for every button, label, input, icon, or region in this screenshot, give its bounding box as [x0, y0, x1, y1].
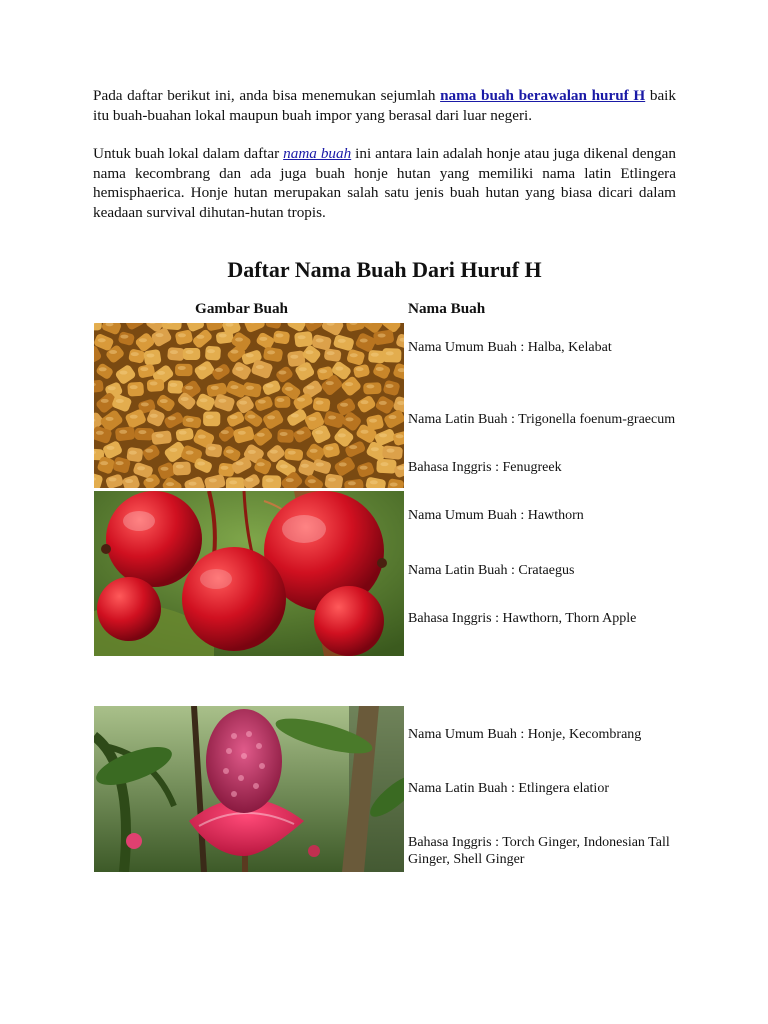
seed-highlight	[196, 335, 204, 339]
seed-highlight	[299, 367, 307, 371]
seed-highlight	[380, 462, 388, 466]
seed-highlight	[319, 369, 327, 373]
seed-highlight	[280, 432, 288, 436]
intro-text-1b: baik itu buah-buahan lokal maupun buah impor yang berasal dari luar negeri.	[93, 87, 676, 124]
seed-highlight	[100, 461, 108, 465]
seed-shape	[382, 348, 402, 363]
seed-highlight	[266, 478, 274, 482]
seed-highlight	[236, 367, 244, 371]
seed-highlight	[310, 449, 318, 453]
seed-highlight	[139, 338, 147, 342]
seed-highlight	[150, 414, 158, 418]
seed-highlight	[120, 371, 128, 375]
seed-shape	[273, 330, 290, 344]
latin-name: Nama Latin Buah : Trigonella foenum-graecum	[408, 412, 676, 427]
seed-highlight	[230, 350, 238, 354]
intro-text-1a: Pada daftar berikut ini, anda bisa menemukan sejumlah	[93, 87, 441, 104]
seed-highlight	[137, 466, 145, 470]
seed-highlight	[219, 334, 227, 338]
seed-highlight	[239, 401, 247, 405]
seed-highlight	[209, 478, 217, 482]
seed-highlight	[290, 355, 298, 359]
seed-highlight	[236, 461, 244, 465]
seed-highlight	[366, 384, 374, 388]
seed-shape	[175, 364, 193, 377]
seed-highlight	[221, 430, 229, 434]
seed-highlight	[150, 381, 158, 385]
seed-highlight	[189, 482, 197, 486]
seed-highlight	[315, 430, 323, 434]
seed-highlight	[326, 381, 334, 385]
seed-shape	[115, 426, 136, 441]
intro-text-2b: ini antara lain adalah honje atau juga dikenal dengan nama kecombrang dan ada juga buah honje hutan yang memiliki nama latin Etlingera hemisphaerica. Honje hutan merupakan salah satu jenis buah hutan yang biasa dicari dalam keadaan survival dihutan-hutan tropis.	[93, 145, 676, 221]
seed-highlight	[161, 467, 169, 471]
seed-highlight	[169, 383, 177, 387]
seed-highlight	[169, 448, 177, 452]
seed-highlight	[308, 479, 316, 483]
seed-highlight	[386, 384, 394, 388]
seed-highlight	[335, 367, 343, 371]
seed-highlight	[369, 419, 377, 423]
link-nama-buah-berawalan-huruf-h[interactable]: nama buah berawalan huruf H	[440, 87, 646, 104]
seed-highlight	[316, 401, 324, 405]
seed-highlight	[218, 399, 226, 403]
seed-highlight	[379, 401, 387, 405]
seed-highlight	[270, 450, 278, 454]
seed-highlight	[109, 350, 117, 354]
seed-highlight	[328, 478, 336, 482]
intro-paragraph-2	[93, 144, 676, 222]
seed-highlight	[179, 431, 187, 435]
seed-shape	[284, 448, 303, 461]
seed-highlight	[246, 353, 254, 357]
seed-highlight	[379, 433, 387, 437]
seed-shape	[126, 447, 143, 463]
seed-shape	[277, 429, 294, 443]
seed-highlight	[156, 434, 164, 438]
seed-highlight	[388, 415, 396, 419]
seed-highlight	[129, 451, 137, 455]
seed-highlight	[278, 370, 286, 374]
seed-highlight	[248, 450, 256, 454]
link-nama-buah[interactable]: nama buah	[283, 145, 352, 162]
seed-highlight	[275, 333, 283, 337]
seed-highlight	[229, 480, 237, 484]
seed-highlight	[247, 415, 255, 419]
seed-highlight	[301, 464, 309, 468]
seed-highlight	[390, 483, 398, 487]
column-header-gambar: Gambar Buah	[195, 300, 288, 317]
seed-highlight	[138, 430, 146, 434]
seed-highlight	[267, 350, 275, 354]
seed-highlight	[131, 352, 139, 356]
column-header-nama: Nama Buah	[408, 300, 486, 317]
fenugreek-seeds-photo	[94, 323, 404, 488]
seed-highlight	[198, 435, 206, 439]
seed-highlight	[207, 349, 215, 353]
seed-highlight	[286, 478, 294, 482]
intro-paragraph-1	[93, 86, 676, 125]
seed-highlight	[215, 368, 223, 372]
seed-highlight	[296, 430, 304, 434]
seed-highlight	[176, 464, 184, 468]
seed-highlight	[170, 350, 178, 354]
seed-highlight	[257, 433, 265, 437]
seed-highlight	[387, 449, 395, 453]
seed-highlight	[197, 462, 205, 466]
seed-highlight	[160, 399, 168, 403]
seed-highlight	[125, 479, 133, 483]
seed-highlight	[155, 333, 163, 337]
seed-shape	[147, 379, 165, 392]
torch-ginger-photo	[94, 706, 404, 872]
seed-shape	[216, 331, 234, 344]
seed-highlight	[346, 417, 354, 421]
common-name: Nama Umum Buah : Hawthorn	[408, 508, 584, 523]
english-name: Bahasa Inggris : Fenugreek	[408, 460, 562, 475]
seed-shape	[143, 349, 162, 366]
seed-highlight	[280, 464, 288, 468]
seed-highlight	[168, 416, 176, 420]
seed-highlight	[259, 337, 267, 341]
seed-highlight	[157, 371, 165, 375]
seed-highlight	[106, 446, 114, 450]
common-name: Nama Umum Buah : Halba, Kelabat	[408, 340, 612, 355]
hawthorn-berries-photo	[94, 491, 404, 656]
seed-highlight	[186, 451, 194, 455]
seed-highlight	[108, 386, 116, 390]
seed-highlight	[378, 333, 386, 337]
seed-highlight	[348, 481, 356, 485]
seed-highlight	[230, 385, 238, 389]
seed-shape	[183, 348, 200, 360]
seed-highlight	[371, 447, 379, 451]
seed-highlight	[146, 478, 154, 482]
seed-highlight	[356, 367, 364, 371]
seed-highlight	[230, 415, 238, 419]
seed-highlight	[345, 382, 353, 386]
seed-highlight	[198, 366, 206, 370]
seed-highlight	[208, 446, 216, 450]
seed-highlight	[258, 400, 266, 404]
seed-shape	[376, 459, 396, 474]
seed-shape	[167, 347, 185, 361]
seed-highlight	[316, 338, 324, 342]
seed-highlight	[338, 433, 346, 437]
seed-highlight	[349, 445, 357, 449]
seed-highlight	[178, 366, 186, 370]
seed-highlight	[146, 353, 154, 357]
seed-shape	[167, 380, 183, 394]
latin-name: Nama Latin Buah : Crataegus	[408, 563, 575, 578]
seed-highlight	[220, 466, 228, 470]
seed-highlight	[106, 417, 114, 421]
seed-highlight	[306, 350, 314, 354]
english-name: Bahasa Inggris : Torch Ginger, Indonesian Tall Ginger, Shell Ginger	[408, 835, 670, 867]
seed-highlight	[116, 461, 124, 465]
seed-highlight	[145, 449, 153, 453]
seed-highlight	[297, 398, 305, 402]
seed-highlight	[120, 335, 128, 339]
seed-highlight	[285, 387, 293, 391]
seed-highlight	[166, 482, 174, 486]
seed-highlight	[288, 451, 296, 455]
seed-highlight	[370, 480, 378, 484]
document-page	[93, 86, 676, 867]
seed-shape	[135, 428, 155, 441]
latin-name: Nama Latin Buah : Etlingera elatior	[408, 781, 609, 796]
seed-highlight	[101, 399, 109, 403]
section-title: Daftar Nama Buah Dari Huruf H	[227, 257, 542, 282]
seed-highlight	[246, 386, 254, 390]
seed-highlight	[140, 367, 148, 371]
seed-highlight	[360, 400, 368, 404]
english-name: Bahasa Inggris : Hawthorn, Thorn Apple	[408, 611, 637, 626]
seed-highlight	[186, 418, 194, 422]
seed-highlight	[298, 335, 306, 339]
seed-highlight	[376, 367, 384, 371]
seed-highlight	[238, 431, 246, 435]
seed-highlight	[130, 385, 138, 389]
seed-shape	[151, 430, 172, 445]
seed-highlight	[256, 365, 264, 369]
seed-shape	[205, 346, 221, 361]
seed-highlight	[200, 398, 208, 402]
seed-highlight	[109, 477, 117, 481]
seed-highlight	[130, 415, 138, 419]
seed-highlight	[291, 413, 299, 417]
seed-shape	[127, 382, 144, 397]
seed-highlight	[96, 431, 104, 435]
seed-highlight	[316, 462, 324, 466]
seed-highlight	[116, 399, 124, 403]
seed-highlight	[266, 384, 274, 388]
seed-highlight	[185, 386, 193, 390]
seed-highlight	[235, 338, 243, 342]
seed-highlight	[325, 446, 333, 450]
seed-highlight	[350, 353, 358, 357]
seed-shape	[312, 397, 330, 412]
seed-highlight	[339, 462, 347, 466]
seed-highlight	[211, 386, 219, 390]
seed-shape	[205, 443, 223, 458]
seed-highlight	[328, 415, 336, 419]
seed-highlight	[178, 333, 186, 337]
seed-shape	[363, 382, 382, 394]
seed-highlight	[386, 351, 394, 355]
seed-highlight	[360, 430, 368, 434]
seed-highlight	[360, 466, 368, 470]
seed-highlight	[98, 338, 106, 342]
seed-highlight	[267, 415, 275, 419]
seed-shape	[173, 461, 191, 475]
seed-highlight	[306, 385, 314, 389]
seed-shape	[274, 396, 290, 408]
seed-highlight	[360, 338, 368, 342]
seed-highlight	[338, 339, 346, 343]
seed-highlight	[257, 462, 265, 466]
seed-shape	[203, 411, 220, 426]
seed-highlight	[396, 434, 404, 438]
seed-shape	[382, 445, 403, 460]
seed-shape	[294, 331, 313, 348]
seed-highlight	[340, 403, 348, 407]
seed-highlight	[245, 478, 253, 482]
seed-highlight	[276, 398, 284, 402]
seed-highlight	[186, 350, 194, 354]
seed-highlight	[371, 353, 379, 357]
seed-highlight	[181, 397, 189, 401]
common-name: Nama Umum Buah : Honje, Kecombrang	[408, 727, 642, 742]
seed-highlight	[308, 417, 316, 421]
seed-highlight	[206, 415, 214, 419]
seed-highlight	[99, 367, 107, 371]
seed-highlight	[141, 402, 149, 406]
seed-highlight	[119, 430, 127, 434]
seed-highlight	[327, 351, 335, 355]
intro-text-2a: Untuk buah lokal dalam daftar	[93, 145, 284, 162]
seed-highlight	[226, 450, 234, 454]
